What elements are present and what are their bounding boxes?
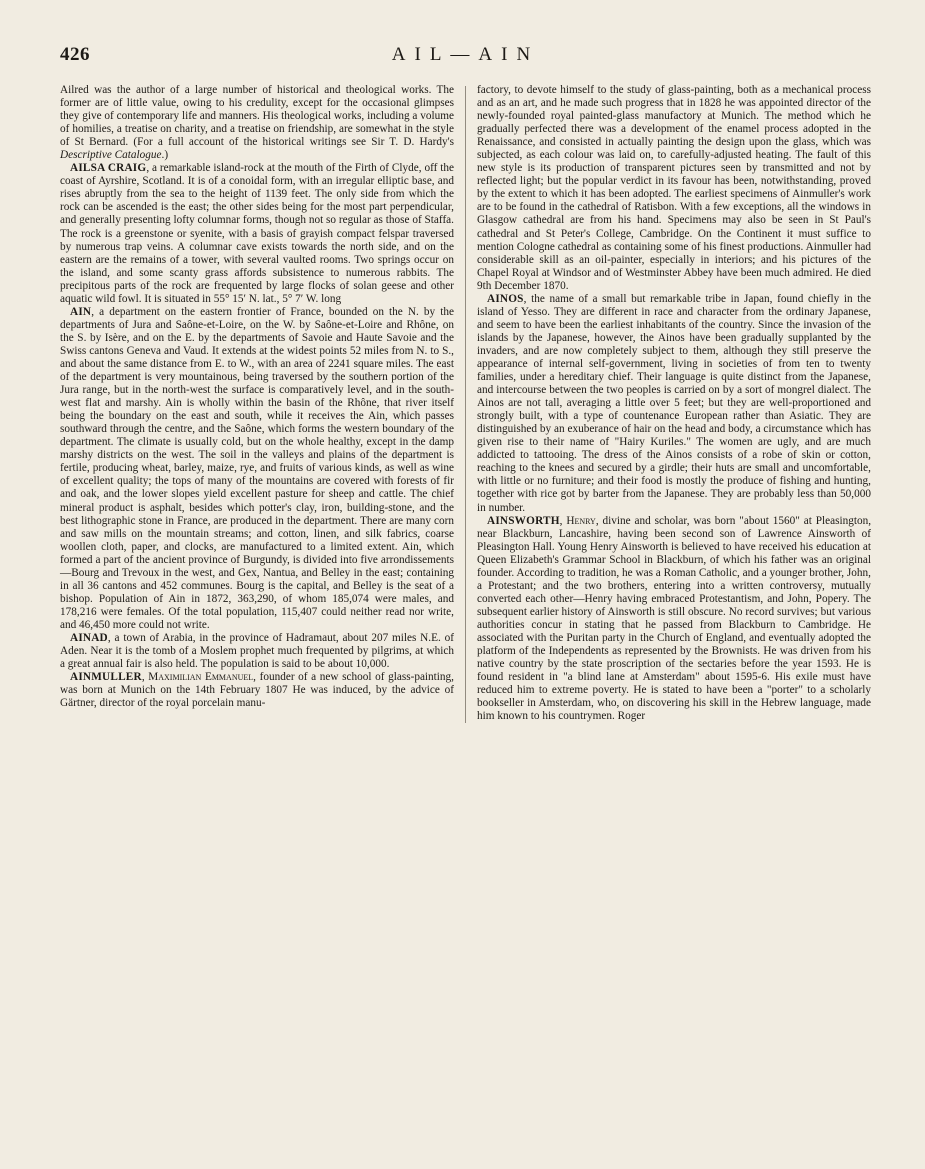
entry-ailsa-craig: AILSA CRAIG, a remarkable island-rock at the mouth of the Firth of Clyde, off the coast of Ayrshire, Scotland. It is of a conoidal form, with an irregular elliptic base, and rises abruptly from the sea to the height of 1139 feet. The only side from which the rock can be ascended is the east; the other sides being for the most part perpendicular, and generally presenting lofty columnar forms, though not so regular as those of Staffa. The rock is a greenstone or syenite, with a basis of grayish compact felspar traversed by numerous trap veins. A columnar cave exists towards the north side, and on the eastern are the remains of a tower, with several vaulted rooms. Two springs occur on the island, and some scanty grass affords subsistence to numerous rabbits. The precipitous parts of the rock are frequented by large flocks of solan geese and other aquatic wild fowl. It is situated in 55° 15′ N. lat., 5° 7′ W. long <box>60 162 454 305</box>
entry-ainad: AINAD, a town of Arabia, in the province of Hadramaut, about 207 miles N.E. of Aden. Near it is the tomb of a Moslem prophet much frequented by pilgrims, at which a great annual fair is also held. The population is said to be about 10,000. <box>60 631 454 671</box>
entry-ain: AIN, a department on the eastern frontier of France, bounded on the N. by the departments of Jura and Saône-et-Loire, on the W. by Saône-et-Loire and Rhône, on the S. by Isère, and on the E. by the departments of Savoie and Haute Savoie and the Swiss cantons Geneva and Vaud. It extends at the widest points 52 miles from N. to S., and about the same distance from E. to W., with an area of 2241 square miles. The east of the department is very mountainous, being traversed by the southern portion of the Jura range, but in the north-west the surface is comparatively level, and in the south-west flat and marshy. Ain is wholly within the basin of the Rhône, that river itself being the boundary on the east and south, while it receives the Ain, which passes southward through the centre, and the Saône, which forms the western boundary of the department. The climate is usually cold, but on the whole healthy, except in the damp marshy districts on the west. The soil in the valleys and plains of the department is fertile, producing wheat, barley, maize, rye, and fruits of various kinds, as well as wine of excellent quality; the tops of many of the mountains are covered with forests of fir and oak, and the lower slopes yield excellent pasture for sheep and cattle. The chief mineral product is asphalt, besides which potter's clay, iron, building-stone, and the best lithographic stone in France, are produced in the department. There are many corn and saw mills on the mountain streams; and cotton, linen, and silk fabrics, coarse woollen cloth, paper, and clocks, are manufactured to a limited extent. Ain, which formed a part of the ancient province of Burgundy, is divided into five arrondissements—Bourg and Trevoux in the west, and Gex, Nantua, and Belley in the east; containing in all 36 cantons and 452 communes. Bourg is the capital, and Belley is the seat of a bishop. Population of Ain in 1872, 363,290, of whom 185,074 were males, and 178,216 were females. Of the total population, 115,407 could neither read nor write, and 46,450 more could not write. <box>60 305 454 631</box>
headword: AINOS <box>487 292 524 305</box>
running-head: AIL—AIN <box>391 44 540 65</box>
left-column <box>60 84 454 723</box>
book-title: Descriptive Catalogue <box>60 149 162 162</box>
given-names: Henry <box>566 514 596 527</box>
text-columns <box>60 84 871 723</box>
given-names: Maximilian Emmanuel <box>148 671 254 684</box>
entry-ainsworth: AINSWORTH, Henry, divine and scholar, was born "about 1560" at Pleasington, near Blackburn, Lancashire, having been second son of Lawrence Ainsworth of Pleasington Hall. Young Henry Ainsworth is believed to have received his education at Queen Elizabeth's Grammar School in Blackburn, of which his father was an original founder. According to tradition, he was a Roman Catholic, and a younger brother, John, a Protestant; and the two brothers, entering into a written controversy, mutually converted each other—Henry having embraced Protestantism, and John, Popery. The subsequent earlier history of Ainsworth is still obscure. No record survives; but various authorities concur in stating that he passed from Blackburn to Cambridge. He associated with the Puritan party in the Church of England, and eventually adopted the platform of the Independents as represented by the Brownists. He was driven from his native country by the state proscription of the sectaries before the year 1593. He is found resident in "a blind lane at Amsterdam" about 1595-6. His exile must have reduced him to extreme poverty. He is stated to have been a "porter" to a scholarly bookseller in Amsterdam, who, on discovering his skill in the Hebrew language, made him known to his countrymen. Roger <box>477 514 872 723</box>
entry-ainos: AINOS, the name of a small but remarkable tribe in Japan, found chiefly in the island of Yesso. They are different in race and character from the ordinary Japanese, and seem to have been the earliest inhabitants of the country. Since the invasion of the islands by the Japanese, however, the Ainos have been gradually supplanted by the invaders, and are now completely subject to them, although they still preserve the appearance of internal self-government, living in societies of from ten to twenty families, under a hereditary chief. Their language is quite distinct from the Japanese, and intercourse between the two peoples is carried on by a sort of mongrel dialect. The Ainos are not tall, averaging a little over 5 feet; but they are well-proportioned and strongly built, with a type of countenance European rather than Asiatic. They are distinguished by an exuberance of hair on the head and body, a circumstance which has given rise to their name of "Hairy Kuriles." The women are ugly, and are much addicted to tattooing. The dress of the Ainos consists of a robe of skin or cotton, reaching to the knees and secured by a girdle; their huts are small and uncomfortable, with little or no furniture; and their food is mostly the produce of fishing and hunting, together with rice got by barter from the Japanese. They are probably less than 50,000 in number. <box>477 292 871 514</box>
ailred-continuation: Ailred was the author of a large number of historical and theological works. The former are of little value, owing to his credulity, except for the occasional glimpses they give of contemporary life and manners. His theological works, including a volume of homilies, a treatise on charity, and a treatise on friendship, are somewhat in the style of St Bernard. (For a full account of the historical writings see Sir T. D. Hardy's Descriptive Catalogue.) <box>60 84 454 162</box>
column-rule <box>465 86 466 723</box>
headword: AIN <box>70 305 92 318</box>
page-number: 426 <box>60 44 90 65</box>
entry-ainmuller: AINMULLER, Maximilian Emmanuel, founder of a new school of glass-painting, was born at Munich on the 14th February 1807 He was induced, by the advice of Gärtner, director of the royal porcelain manu- <box>60 671 454 710</box>
page-header <box>60 44 871 78</box>
headword: AINSWORTH <box>487 514 560 527</box>
right-column <box>477 84 871 723</box>
headword: AILSA CRAIG <box>70 162 147 175</box>
headword: AINAD <box>70 631 108 644</box>
headword: AINMULLER <box>70 671 142 684</box>
ainmuller-continuation: factory, to devote himself to the study of glass-painting, both as a mechanical process and as an art, and he made such progress that in 1828 he was appointed director of the newly-founded royal painted-glass manufactory at Munich. The method which he gradually perfected there was a development of the enamel process adopted in the Renaissance, and consisted in actually painting the design upon the glass, which was subjected, as each colour was laid on, to carefully-adjusted heating. The fault of this new style is its production of transparent pictures seen by transmitted and not by reflected light; but the popular verdict in its favour has been, notwithstanding, proved by the extent to which it has been adopted. The earliest specimens of Ainmuller's work are to be found in the cathedral of Ratisbon. With a few exceptions, all the windows in Glasgow cathedral are from his hand. Specimens may also be seen in St Paul's cathedral and St Peter's College, Cambridge. On the Continent it must suffice to mention Cologne cathedral as containing some of his finest productions. Ainmuller had considerable skill as an oil-painter, especially in interiors; and his pictures of the Chapel Royal at Windsor and of Westminster Abbey have been much admired. He died 9th December 1870. <box>477 84 871 292</box>
